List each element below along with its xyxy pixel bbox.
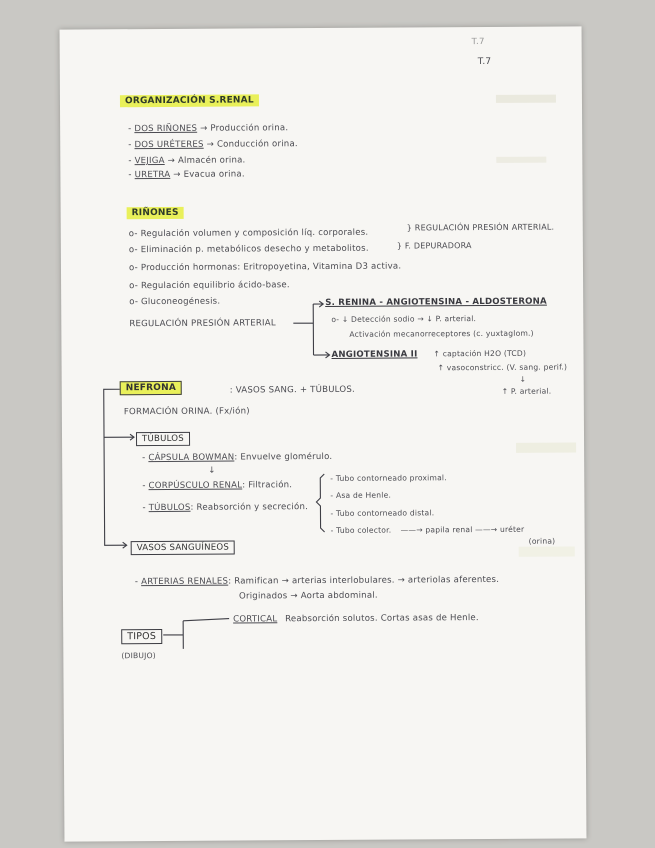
tubule-part: - Asa de Henle. (330, 490, 392, 500)
cortical-desc: Reabsorción solutos. Cortas asas de Henle. (285, 613, 479, 625)
nefrona-subtitle: : VASOS SANG. + TÚBULOS. (229, 384, 355, 396)
tubule-part: - Tubo contorneado distal. (330, 508, 435, 518)
sraa-sub-2: Activación mecanorreceptores (c. yuxtaglom.) (349, 328, 534, 339)
org-item: - DOS RIÑONES → Producción orina. (128, 123, 289, 135)
tubulos-desc: : Reabsorción y secreción. (190, 502, 309, 513)
connector-lines (60, 26, 587, 841)
page-label-faded: T.7 (471, 37, 485, 48)
org-item: - DOS URÉTERES → Conducción orina. (128, 139, 298, 151)
arterias-desc-2: Originados → Aorta abdominal. (238, 590, 378, 602)
dibujo-note: (DIBUJO) (121, 651, 156, 661)
cortical-term: CORTICAL (233, 614, 278, 625)
sraa-heading: S. RENINA - ANGIOTENSINA - ALDOSTERONA (325, 296, 547, 308)
tubulos-term: TÚBULOS (148, 502, 191, 514)
angio-effect-1: ↑ captación H2O (TCD) (433, 348, 527, 359)
org-item: - VEJIGA → Almacén orina. (128, 155, 246, 167)
rinones-item: o- Regulación equilibrio ácido-base. (129, 280, 290, 292)
angio-effect-2: ↑ vasoconstricc. (V. sang. perif.) (437, 362, 568, 373)
arterias-desc: : Ramifican → arterias interlobulares. → arteriolas aferentes. (228, 574, 500, 587)
angio-effect-arrow: ↓ (519, 374, 527, 384)
corpusculo-item: - CORPÚSCULO RENAL: Filtración. (142, 480, 293, 492)
notebook-page (60, 26, 587, 841)
capsula-desc: Envuelve glomérulo. (240, 451, 333, 463)
tubulos-box: TÚBULOS (136, 432, 190, 446)
org-desc: Almacén orina. (177, 155, 246, 166)
bracket-presion-text: REGULACIÓN PRESIÓN ARTERIAL. (414, 222, 555, 233)
page-label: T.7 (477, 56, 492, 68)
tubulos-item: - TÚBULOS: Reabsorción y secreción. (142, 502, 309, 514)
bracket-label-presion: } REGULACIÓN PRESIÓN ARTERIAL. (406, 222, 555, 233)
colector-sub: (orina) (528, 536, 556, 546)
tubule-part: - Tubo contorneado proximal. (330, 473, 447, 483)
org-desc: Producción orina. (210, 123, 289, 134)
rinones-item: o- Producción hormonas: Eritropoyetina, Vitamina D3 activa. (128, 261, 402, 274)
org-term: DOS RIÑONES (134, 123, 198, 135)
nefrona-title: NEFRONA (120, 381, 182, 395)
org-desc: Conducción orina. (216, 139, 298, 150)
corpusculo-term: CORPÚSCULO RENAL (148, 480, 243, 492)
bracket-depuradora-text: F. DEPURADORA (404, 241, 472, 251)
bracket-label-depuradora: } F. DEPURADORA (396, 241, 472, 251)
arterias-term: ARTERIAS RENALES (141, 576, 229, 588)
tipos-box: TIPOS (121, 629, 162, 644)
formacion-orina: FORMACIÓN ORINA. (Fx/ión) (123, 406, 250, 418)
org-term: VEJIGA (134, 155, 165, 167)
corpusculo-desc: : Filtración. (242, 480, 293, 491)
capsula-item: - CÁPSULA BOWMAN: Envuelve glomérulo. (142, 451, 333, 464)
vasos-box: VASOS SANGUÍNEOS (131, 541, 235, 556)
sraa-sub-1: o- ↓ Detección sodio → ↓ P. arterial. (331, 314, 477, 324)
rinones-item: o- Regulación volumen y composición líq. corporales. (128, 227, 369, 240)
angio-effect-3: ↑ P. arterial. (501, 386, 552, 396)
angiotensina-heading: ANGIOTENSINA II (331, 349, 418, 360)
colector-arrow: ——→ papila renal ——→ uréter (400, 524, 525, 535)
rinones-item: o- Gluconeogénesis. (129, 296, 221, 308)
tubule-part: - Tubo colector. (330, 525, 392, 535)
colector-ureter: uréter (499, 524, 525, 534)
presion-label: REGULACIÓN PRESIÓN ARTERIAL (129, 318, 276, 330)
arterias-item: - ARTERIAS RENALES: Ramifican → arterias interlobulares. → arteriolas aferentes. (134, 574, 500, 588)
rinones-item: o- Eliminación p. metabólicos desecho y metabolitos. (128, 243, 369, 256)
rinones-title: RIÑONES (127, 207, 184, 219)
capsula-term: CÁPSULA BOWMAN (148, 452, 235, 464)
org-item: - URETRA → Evacua orina. (128, 169, 245, 181)
org-term: URETRA (134, 169, 171, 181)
colector-papila: papila renal (425, 525, 473, 535)
org-term: DOS URÉTERES (134, 139, 204, 151)
capsula-arrow: ↓ (208, 465, 216, 476)
org-desc: Evacua orina. (183, 169, 245, 180)
org-title: ORGANIZACIÓN S.RENAL (120, 94, 259, 107)
